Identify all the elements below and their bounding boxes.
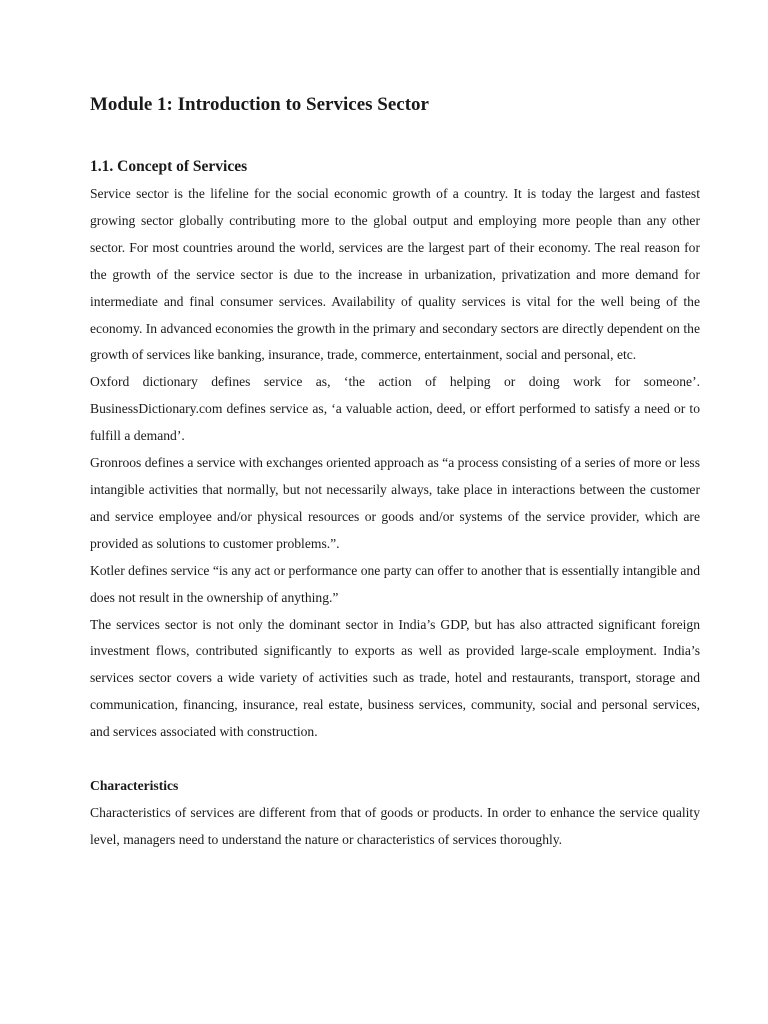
- paragraph-india-services: The services sector is not only the dominant sector in India’s GDP, but has also attracted significant foreign investment flows, contributed significantly to exports as well as provided large-scale employment. India’s services sector covers a wide variety of activities such as trade, hotel and restaurants, transport, storage and communication, financing, insurance, real estate, business services, community, social and personal services, and services associated with construction.: [90, 616, 700, 740]
- characteristics-heading: Characteristics: [90, 778, 179, 794]
- body-paragraphs: [90, 181, 700, 746]
- document-content: [90, 92, 700, 854]
- paragraph-intro: Service sector is the lifeline for the social economic growth of a country. It is today the largest and fastest growing sector globally contributing more to the global output and employing more people than any other sector. For most countries around the world, services are the largest part of their economy. The real reason for the growth of the service sector is due to the increase in urbanization, privatization and more demand for intermediate and final consumer services. Availability of quality services is vital for the well being of the economy. In advanced economies the growth in the primary and secondary sectors are directly dependent on the growth of services like banking, insurance, trade, commerce, entertainment, social and personal, etc.: [90, 186, 700, 363]
- section-heading: 1.1. Concept of Services: [90, 158, 248, 175]
- page-title: Module 1: Introduction to Services Sector: [90, 94, 429, 115]
- paragraph-gronroos-definition: Gronroos defines a service with exchanges oriented approach as “a process consisting of a series of more or less intangible activities that normally, but not necessarily always, take place in interactions between the customer and service employee and/or physical resources or goods and/or systems of the service provider, which are provided as solutions to customer problems.”.: [90, 455, 700, 551]
- paragraph-characteristics: Characteristics of services are different from that of goods or products. In order to enhance the service quality level, managers need to understand the nature or characteristics of services thoroughly.: [90, 804, 700, 847]
- paragraph-oxford-definition: Oxford dictionary defines service as, ‘the action of helping or doing work for someone’. BusinessDictionary.com defines service as, ‘a valuable action, deed, or effort performed to satisfy a need or to fulfill a demand’.: [90, 374, 700, 444]
- paragraph-kotler-definition: Kotler defines service “is any act or performance one party can offer to another that is essentially intangible and does not result in the ownership of anything.”: [90, 562, 700, 605]
